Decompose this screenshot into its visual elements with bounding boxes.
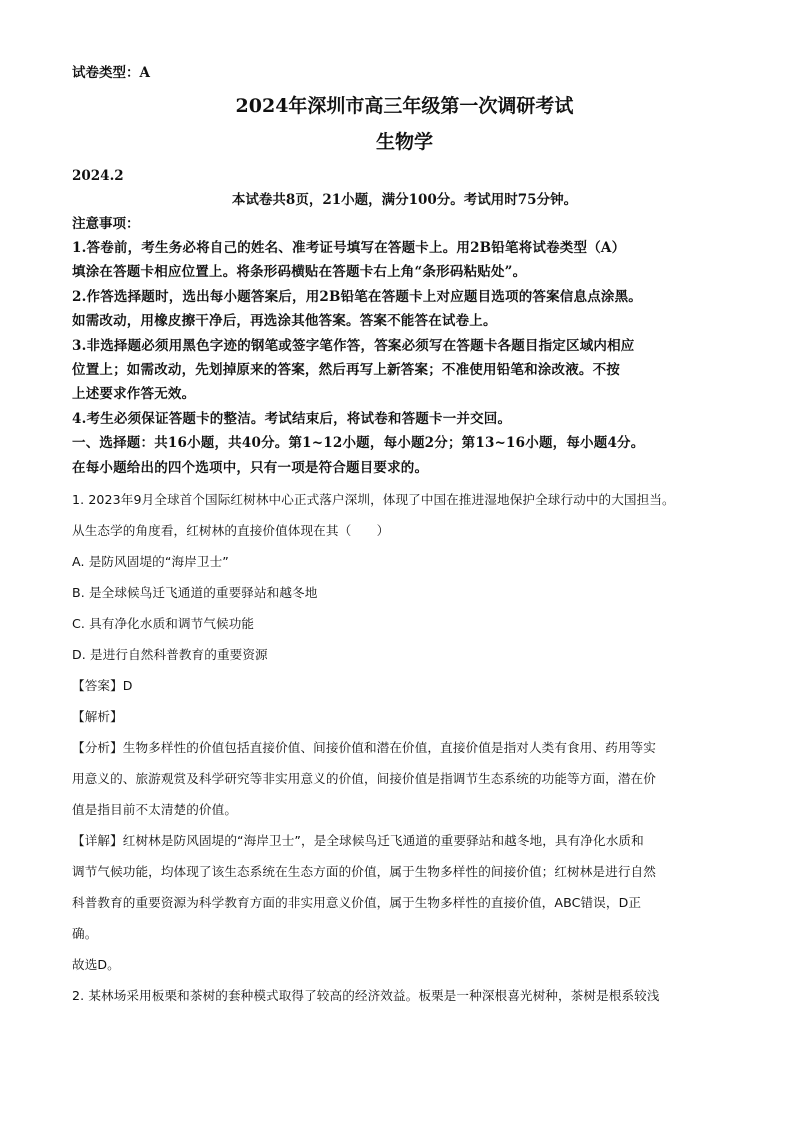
xiangjie-tag: 【详解】	[72, 833, 123, 849]
answer-tag: 【答案】	[72, 678, 123, 694]
exam-info: 本试卷共8页，21小题，满分100分。考试用时75分钟。	[231, 192, 578, 208]
exam-date: 2024.2	[72, 168, 124, 184]
xiangjie-line: 科普教育的重要资源为科学教育方面的非实用意义价值，属于生物多样性的直接价值，ABC错误，D正	[72, 895, 642, 911]
exam-page	[72, 58, 737, 1011]
notice-line: 上述要求作答无效。	[72, 386, 196, 403]
fenxi-line	[72, 732, 737, 763]
notice-line: 2.作答选择题时，选出每小题答案后，用2B铅笔在答题卡上对应题目选项的答案信息点涂黑。	[72, 288, 642, 305]
notice-line: 4.考生必须保证答题卡的整洁。考试结束后，将试卷和答题卡一并交回。	[72, 410, 512, 427]
xiangjie-text: 红树林是防风固堤的“海岸卫士”，是全球候鸟迁飞通道的重要驿站和越冬地，具有净化水质和	[122, 833, 644, 849]
question-2	[72, 980, 737, 1011]
conclusion-line: 故选D。	[72, 957, 120, 973]
question-stem-line: 1. 2023年9月全球首个国际红树林中心正式落户深圳，体现了中国在推进湿地保护全球行动中的大国担当。	[72, 492, 675, 508]
notice-line: 1.答卷前，考生务必将自己的姓名、准考证号填写在答题卡上。用2B铅笔将试卷类型（A）	[72, 240, 626, 256]
option-d: D. 是进行自然科普教育的重要资源	[72, 647, 268, 663]
answer-line	[72, 670, 737, 701]
fenxi-text: 生物多样性的价值包括直接价值、间接价值和潜在价值，直接价值是指对人类有食用、药用等实	[122, 740, 656, 756]
section-instruction-line: 在每小题给出的四个选项中，只有一项是符合题目要求的。	[72, 459, 429, 476]
question-stem-line: 从生态学的角度看，红树林的直接价值体现在其（ ）	[72, 523, 390, 539]
question-stem-line: 2. 某林场采用板栗和茶树的套种模式取得了较高的经济效益。板栗是一种深根喜光树种，茶树是根系较浅	[72, 988, 660, 1004]
fenxi-line: 值是指目前不太清楚的价值。	[72, 802, 238, 818]
section-instruction-line: 一、选择题：共16小题，共40分。第1~12小题，每小题2分；第13~16小题，每小题4分。	[72, 435, 645, 452]
notice-line: 如需改动，用橡皮擦干净后，再选涂其他答案。答案不能答在试卷上。	[72, 313, 497, 330]
fenxi-line: 用意义的、旅游观赏及科学研究等非实用意义的价值，间接价值是指调节生态系统的功能等方面，潜在价	[72, 771, 656, 787]
notice-line: 位置上；如需改动，先划掉原来的答案，然后再写上新答案；不准使用铅笔和涂改液。不按	[72, 362, 620, 379]
option-b: B. 是全球候鸟迁飞通道的重要驿站和越冬地	[72, 585, 318, 601]
option-a: A. 是防风固堤的“海岸卫士”	[72, 554, 229, 570]
subject-title: 生物学	[375, 131, 433, 153]
analysis-tag: 【解析】	[72, 709, 123, 725]
notice-heading: 注意事项：	[72, 216, 140, 232]
option-c: C. 具有净化水质和调节气候功能	[72, 616, 255, 632]
section-one-instructions	[72, 431, 737, 480]
xiangjie-line	[72, 825, 737, 856]
answer-value: D	[122, 678, 133, 694]
notice-line: 3.非选择题必须用黑色字迹的钢笔或签字笔作答，答案必须写在答题卡各题目指定区域内相应	[72, 337, 635, 354]
notice-section	[72, 212, 737, 431]
question-1	[72, 484, 737, 980]
paper-type-label: 试卷类型：A	[72, 65, 150, 81]
fenxi-tag: 【分析】	[72, 740, 123, 756]
exam-title: 2024年深圳市高三年级第一次调研考试	[235, 95, 574, 117]
xiangjie-line: 确。	[72, 926, 98, 942]
xiangjie-line: 调节气候功能，均体现了该生态系统在生态方面的价值，属于生物多样性的间接价值；红树林是进行自然	[72, 864, 656, 880]
notice-line: 填涂在答题卡相应位置上。将条形码横贴在答题卡右上角“条形码粘贴处”。	[72, 264, 527, 281]
